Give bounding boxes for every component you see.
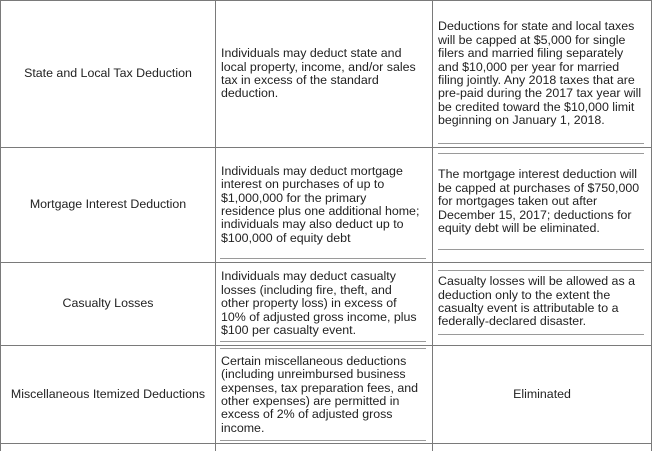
new-law-cell	[438, 156, 644, 248]
new-law-text: Casualty losses will be allowed as a deduction only to the extent the casualty event is attributable to a federally-declared disaster.	[438, 274, 635, 329]
provision-label: State and Local Tax Deduction	[24, 66, 192, 81]
row-divider	[0, 443, 652, 444]
old-law-text: Individuals may deduct state and local property, income, and/or sales tax in excess of the standard deduction.	[221, 46, 416, 101]
provision-label: Miscellaneous Itemized Deductions	[10, 386, 206, 401]
table-row	[1, 148, 215, 262]
cell-inner-border	[438, 143, 644, 144]
table-row	[1, 263, 215, 345]
new-law-text: Deductions for state and local taxes will be capped at $5,000 for single filers and married filing separately and $10,000 per year for married filing jointly. Any 2018 taxes that are pre-paid during the 2017 tax year will be credited toward the $10,000 limit beginning on January 1, 2018.	[438, 19, 642, 128]
old-law-cell	[221, 263, 421, 345]
new-law-text: Eliminated	[513, 386, 571, 401]
provision-label: Casualty Losses	[62, 296, 154, 311]
cell-inner-border	[438, 334, 644, 335]
new-law-cell	[438, 270, 644, 334]
old-law-cell	[221, 150, 421, 260]
new-law-text: The mortgage interest deduction will be capped at purchases of $750,000 for mortgages taken out after December 15, 2017; deductions for equity debt will be eliminated.	[438, 167, 640, 236]
old-law-text: Individuals may deduct mortgage interest on purchases of up to $1,000,000 for the primary residence plus one additional home; individuals may also deduct up to $100,000 of equity debt	[221, 163, 420, 245]
cell-inner-border	[438, 153, 644, 154]
old-law-cell	[221, 349, 421, 441]
old-law-cell	[221, 1, 427, 147]
new-law-cell	[433, 346, 651, 443]
new-law-cell	[438, 5, 644, 143]
old-law-text: Certain miscellaneous deductions (including unreimbursed business expenses, tax preparation fees, and other expenses) are permitted in excess of 2% of adjusted gross income.	[221, 353, 419, 435]
table-border-right	[651, 0, 652, 451]
old-law-text: Individuals may deduct casualty losses (including fire, theft, and other property loss) in excess of 10% of adjusted gross income, plus $100 per casualty event.	[221, 269, 417, 338]
column-divider	[215, 0, 216, 451]
provision-label: Mortgage Interest Deduction	[29, 197, 187, 212]
cell-inner-border	[438, 249, 644, 250]
table-row	[1, 346, 215, 443]
table-row	[1, 1, 215, 147]
